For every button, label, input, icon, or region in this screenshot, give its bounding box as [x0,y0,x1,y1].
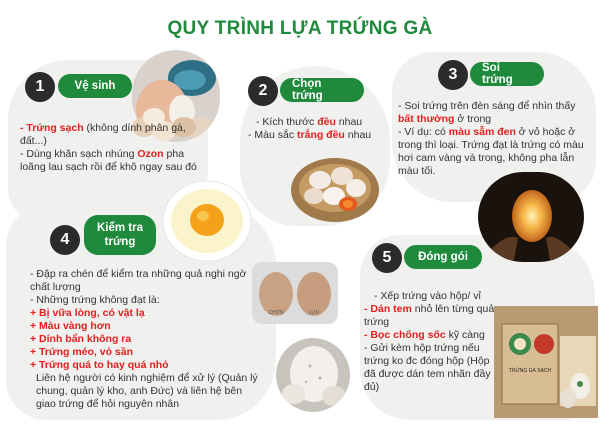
step-1-line-2: - Dùng khăn sạch nhúng Ozon pha loãng lau sạch rồi để khô ngay sau đó [20,148,197,173]
step-4-label-line-2: trứng [104,236,136,248]
step-1-label: Vệ sinh [58,74,132,98]
stamped-eggs-photo [252,262,338,324]
deformed-eggs-photo [276,338,350,412]
step-4-number: 4 [50,225,80,255]
step-3-number: 3 [438,60,468,90]
step-4-defect: + Trứng quá to hay quá nhỏ [30,359,169,371]
step-5-number: 5 [372,243,402,273]
step-5-line-2: - Dán tem nhỏ lên từng quả trứng [364,303,495,328]
step-4-intro-1: - Đập ra chén để kiểm tra những quả nghi ngờ chất lượng [30,268,247,293]
box-brand: TRỨNG GÀ SẠCH [508,368,552,374]
step-5-line-1: - Xếp trứng vào hộp/ vỉ [374,290,481,302]
step-4-intro-2: - Những trứng không đạt là: [30,294,160,306]
candling-egg-photo [478,172,584,262]
step-2-line-2: - Màu sắc trắng đều nhau [248,129,372,141]
step-1-description [20,122,200,174]
step-4-defect: + Dính bẩn không ra [30,333,132,345]
step-4-label-line-1: Kiểm tra [96,222,144,234]
step-4-defect: + Trứng méo, vỏ sần [30,346,134,358]
step-4-label [84,215,156,255]
step-3-description [398,100,590,178]
step-4-defect: + Màu vàng hơn [30,320,111,332]
step-5-label: Đóng gói [404,245,482,269]
eggs-in-nest-photo [290,146,380,224]
step-5-line-4: - Gửi kèm hộp trứng nếu trứng ko đc đóng hộp (Hộp đã được dán tem nhãn đầy đủ) [364,342,491,393]
egg-packaging-photo [494,306,598,418]
step-2-number: 2 [248,76,278,106]
step-2-label: Chọn trứng [280,78,364,102]
step-5-line-3: - Bọc chống sốc kỹ càng [364,329,485,341]
step-4-outro: Liên hệ người có kinh nghiệm để xử lý (Quản lý chung, quản lý kho, anh Đức) và liên hệ bên giao trứng để hỏi nguyên nhân [36,372,258,410]
step-2-description [248,116,398,142]
step-3-label: Soi trứng [470,62,544,86]
egg-stamp-1: CHƠN [268,310,284,316]
cracked-egg-bowl-photo [160,178,254,264]
step-3-line-1: - Soi trứng trên đèn sáng để nhìn thấy bất thường ở trong [398,100,576,125]
step-4-description [30,268,260,411]
step-1-number: 1 [25,72,55,102]
page-title: QUY TRÌNH LỰA TRỨNG GÀ [167,18,433,39]
egg-stamp-2: LỰU [308,310,320,316]
step-5-description [364,290,496,394]
step-3-line-2: - Ví dụ: có màu sẫm đen ở vỏ hoặc ở trong thì loại. Trứng đạt là trứng có màu hơi cam vàng và trong, không pha lẫn màu tối. [398,126,584,177]
step-1-line-1: - Trứng sạch (không dính phân gà, đất...) [20,122,186,147]
step-4-defect: + Bị vữa lòng, có vật lạ [30,307,145,319]
step-2-line-1: - Kích thước đều nhau [256,116,363,128]
